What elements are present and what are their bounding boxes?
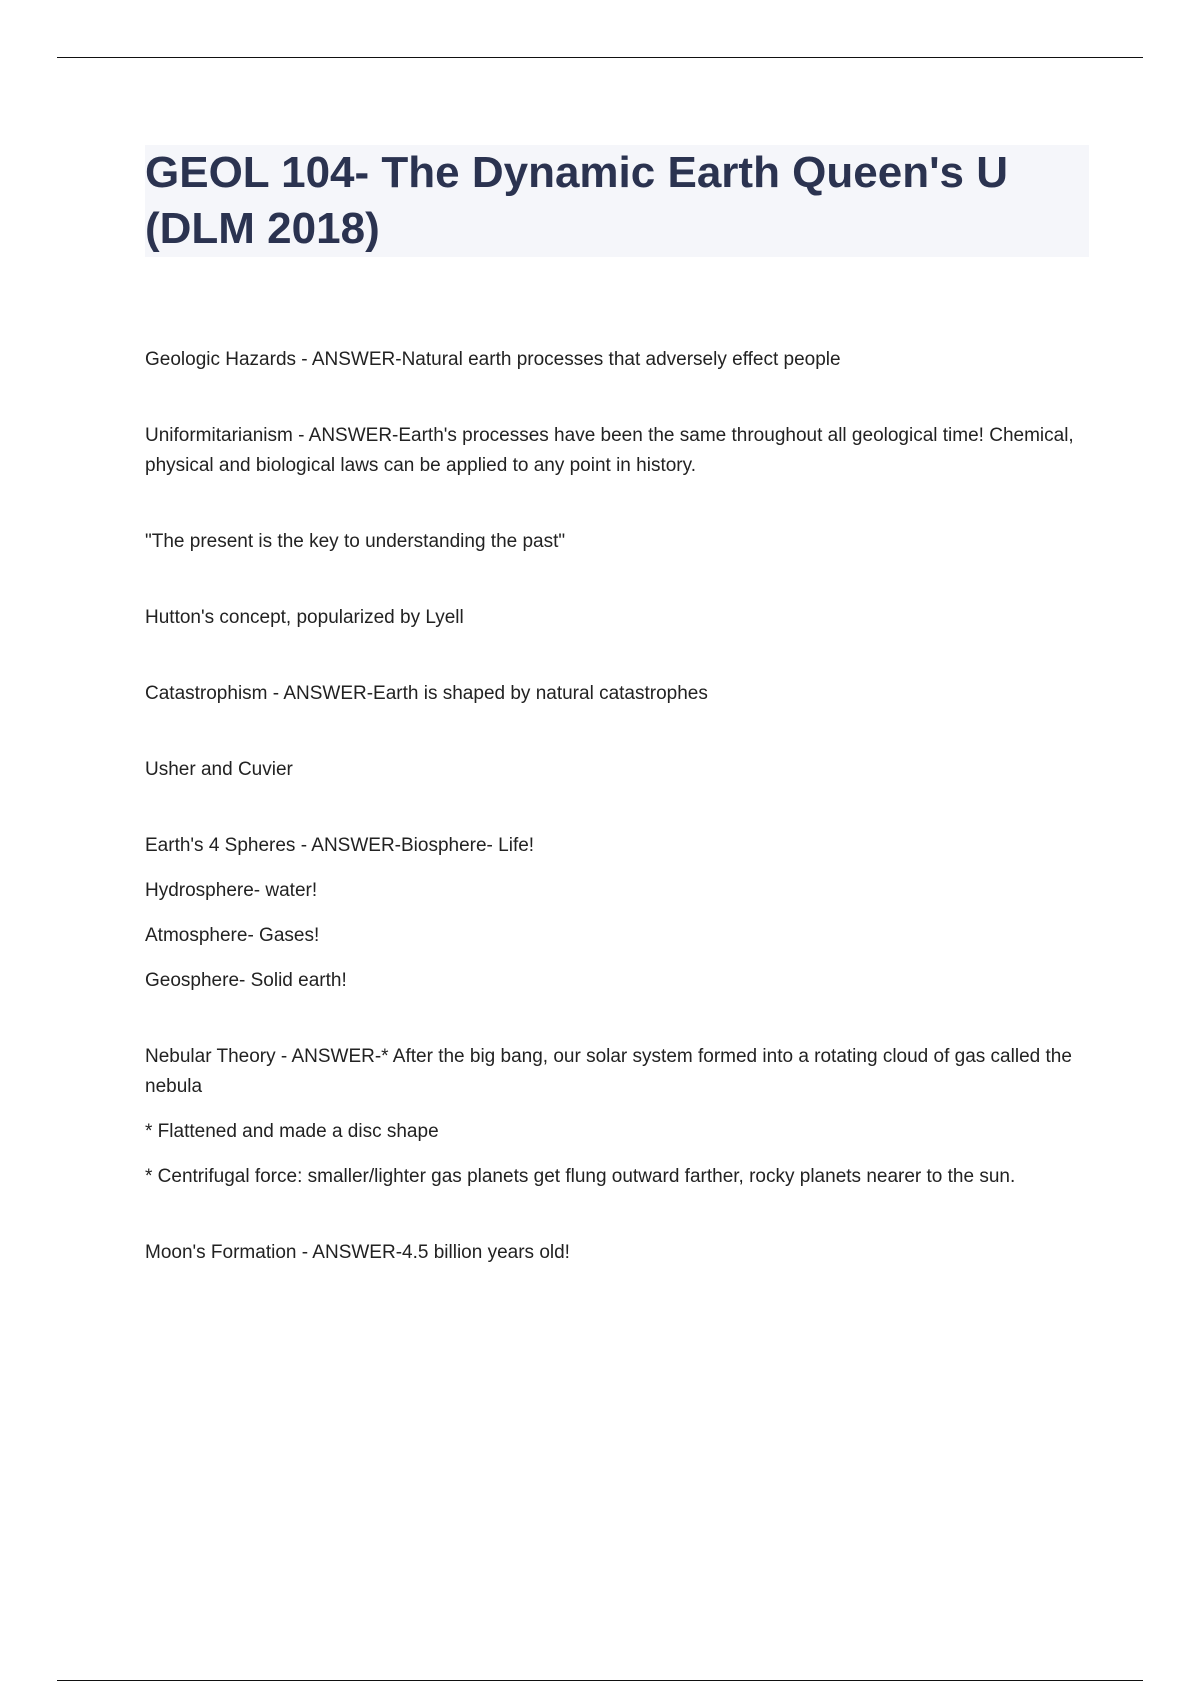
entry-line: * Flattened and made a disc shape — [145, 1121, 439, 1142]
entry-line: Usher and Cuvier — [145, 759, 293, 780]
title-banner — [145, 145, 1089, 257]
entry-line: Hutton's concept, popularized by Lyell — [145, 607, 464, 628]
bottom-rule — [57, 1680, 1143, 1681]
entry-line: Atmosphere- Gases! — [145, 925, 320, 946]
entry-moon-formation — [145, 1238, 1095, 1268]
entry-earth-spheres — [145, 831, 1095, 996]
entry-uniformitarianism — [145, 421, 1095, 481]
entry-line: * Centrifugal force: smaller/lighter gas planets get flung outward farther, rocky planets nearer to the sun. — [145, 1166, 1016, 1187]
entry-line: Moon's Formation - ANSWER-4.5 billion years old! — [145, 1242, 570, 1263]
entry-line: Uniformitarianism - ANSWER-Earth's processes have been the same throughout all geological time! Chemical, physical and biological laws can be applied to any point in history. — [145, 425, 1074, 476]
entry-nebular-theory — [145, 1042, 1095, 1192]
entry-hutton-lyell — [145, 603, 1095, 633]
entry-line: "The present is the key to understanding the past" — [145, 531, 566, 552]
entry-geologic-hazards — [145, 345, 1095, 375]
answer-list — [145, 345, 1095, 1268]
entry-present-key-quote — [145, 527, 1095, 557]
entry-usher-cuvier — [145, 755, 1095, 785]
top-rule — [57, 57, 1143, 58]
page-title: GEOL 104- The Dynamic Earth Queen's U (DLM 2018) — [145, 148, 1009, 253]
entry-line: Geologic Hazards - ANSWER-Natural earth processes that adversely effect people — [145, 349, 841, 370]
entry-line: Geosphere- Solid earth! — [145, 970, 347, 991]
entry-line: Hydrosphere- water! — [145, 880, 318, 901]
entry-catastrophism — [145, 679, 1095, 709]
entry-line: Earth's 4 Spheres - ANSWER-Biosphere- Life! — [145, 835, 535, 856]
entry-line: Catastrophism - ANSWER-Earth is shaped by natural catastrophes — [145, 683, 708, 704]
entry-line: Nebular Theory - ANSWER-* After the big bang, our solar system formed into a rotating cloud of gas called the nebula — [145, 1046, 1072, 1097]
